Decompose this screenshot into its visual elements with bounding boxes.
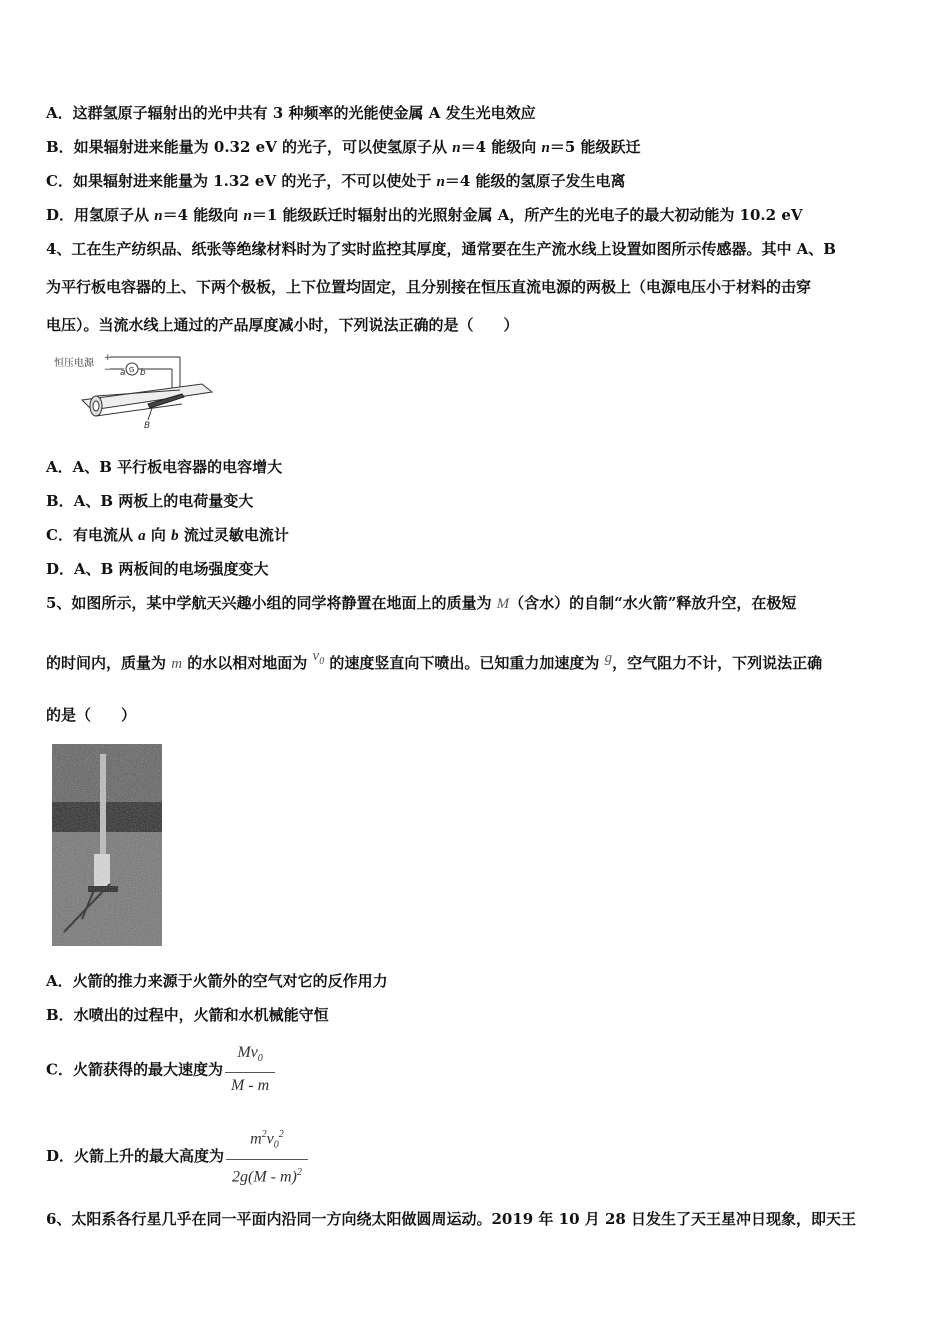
q3-option-c: C．如果辐射进来能量为 1.32 eV 的光子，不可以使处于 n＝4 能级的氢原子发生电离 bbox=[46, 172, 626, 190]
q5-stem-line-3: 的是（ ） bbox=[46, 706, 137, 724]
water-rocket-photo bbox=[52, 744, 162, 946]
q5-option-a: A．火箭的推力来源于火箭外的空气对它的反作用力 bbox=[46, 972, 388, 990]
q5-option-c: C．火箭获得的最大速度为 $\frac{Mv_0}{M - m}$ bbox=[46, 1042, 275, 1097]
q4-option-d: D．A、B 两板间的电场强度变大 bbox=[46, 560, 269, 578]
svg-text:−: − bbox=[104, 365, 112, 375]
q4-option-c: C．有电流从 a 向 b 流过灵敏电流计 bbox=[46, 526, 289, 544]
q4-option-b: B．A、B 两板上的电荷量变大 bbox=[46, 492, 254, 510]
q5-option-b: B．水喷出的过程中，火箭和水机械能守恒 bbox=[46, 1006, 329, 1024]
q4-stem-line-3: 电压）。当流水线上通过的产品厚度减小时，下列说法正确的是（ ） bbox=[46, 316, 519, 334]
power-source-label: 恒压电源 bbox=[54, 358, 94, 369]
max-velocity-fraction: $\frac{Mv_0}{M - m}$ bbox=[225, 1042, 275, 1097]
svg-text:a: a bbox=[120, 368, 126, 378]
max-height-fraction: $\frac{m^2v_0^2}{2g(M - m)^2}$ bbox=[226, 1124, 308, 1188]
q3-option-a: A．这群氢原子辐射出的光中共有 3 种频率的光能使金属 A 发生光电效应 bbox=[46, 104, 536, 122]
q4-stem-line-2: 为平行板电容器的上、下两个极板，上下位置均固定，且分别接在恒压直流电源的两极上（电源电压小于材料的击穿 bbox=[46, 278, 812, 296]
q3-option-b: B．如果辐射进来能量为 0.32 eV 的光子，可以使氢原子从 n＝4 能级向 n＝5 能级跃迁 bbox=[46, 138, 641, 156]
svg-text:+: + bbox=[104, 353, 112, 363]
q4-option-a: A．A、B 平行板电容器的电容增大 bbox=[46, 458, 283, 476]
q6-stem-line-1: 6、太阳系各行星几乎在同一平面内沿同一方向绕太阳做圆周运动。2019 年 10 月 28 日发生了天王星冲日现象，即天王 bbox=[46, 1210, 857, 1228]
q5-stem-line-2: 的时间内，质量为 m 的水以相对地面为 $v_0$ 的速度竖直向下喷出。已知重力加速度为 g，空气阻力不计，下列说法正确 bbox=[46, 648, 823, 672]
q3-option-d: D．用氢原子从 n＝4 能级向 n＝1 能级跃迁时辐射出的光照射金属 A，所产生的光电子的最大初动能为 10.2 eV bbox=[46, 206, 803, 224]
svg-text:b: b bbox=[140, 368, 146, 378]
q5-stem-line-1: 5、如图所示，某中学航天兴趣小组的同学将静置在地面上的质量为 M（含水）的自制“水火箭”释放升空，在极短 bbox=[46, 594, 797, 612]
svg-text:G: G bbox=[129, 366, 135, 374]
q5-option-d: D．火箭上升的最大高度为 $\frac{m^2v_0^2}{2g(M - m)^2}$ bbox=[46, 1124, 308, 1188]
q4-stem-line-1: 4、工在生产纺织品、纸张等绝缘材料时为了实时监控其厚度，通常要在生产流水线上设置如图所示传感器。其中 A、B bbox=[46, 240, 836, 258]
capacitor-sensor-diagram bbox=[52, 350, 222, 430]
svg-text:B: B bbox=[144, 421, 151, 430]
